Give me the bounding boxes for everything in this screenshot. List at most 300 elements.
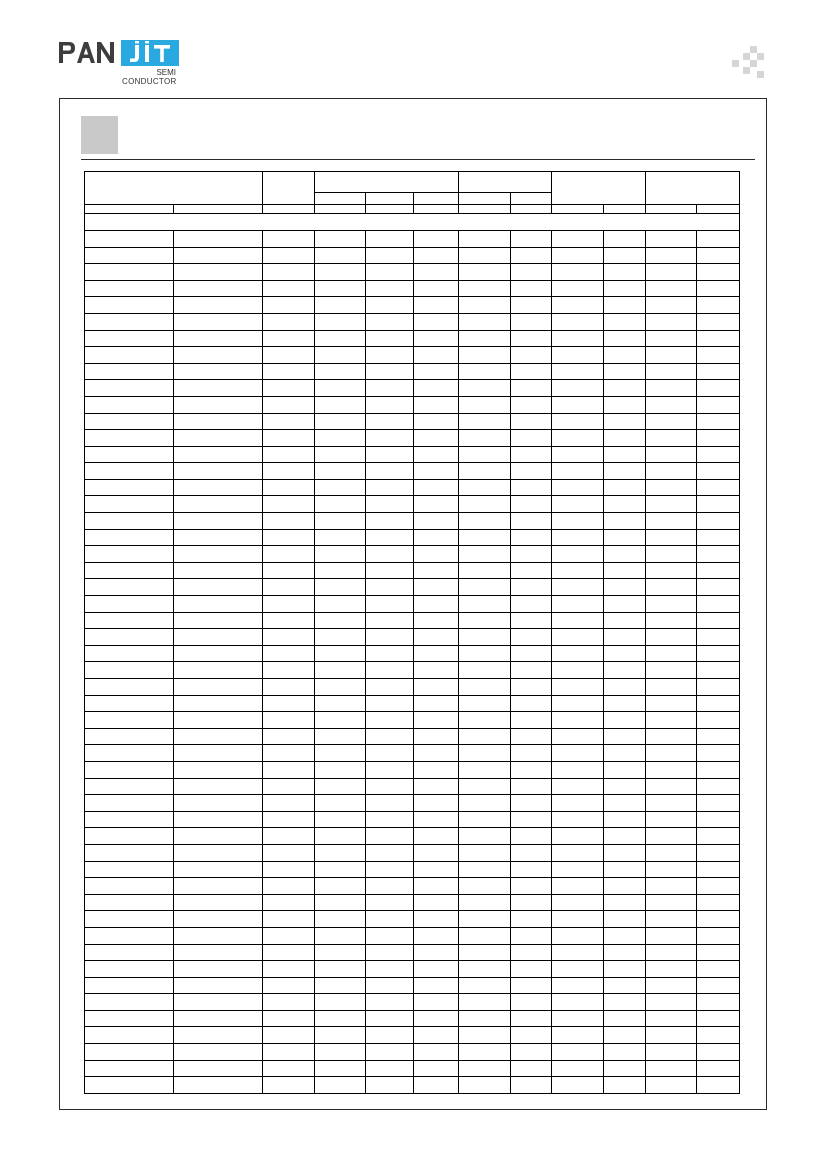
table-cell [85,977,174,994]
table-cell [511,811,552,828]
table-cell [315,878,366,895]
table-cell [174,679,263,696]
table-header-cell [414,205,459,214]
table-cell [174,1060,263,1077]
table-cell [552,463,604,480]
table-cell [697,828,740,845]
table-cell [604,695,646,712]
table-row [85,1077,740,1094]
table-cell [552,761,604,778]
table-cell [414,712,459,729]
table-cell [85,479,174,496]
table-cell [315,496,366,513]
table-row [85,645,740,662]
table-header-cell [646,172,740,205]
table-cell [604,496,646,513]
table-cell [174,529,263,546]
table-cell [552,562,604,579]
table-subheader-row [85,205,740,214]
table-cell [263,380,315,397]
table-header-cell [315,205,366,214]
table-cell [552,795,604,812]
table-cell [85,778,174,795]
table-cell [366,778,414,795]
table-cell [646,1027,697,1044]
table-cell [604,546,646,563]
table-cell [85,579,174,596]
table-cell [459,861,511,878]
table-header-cell [315,192,366,205]
table-cell [414,695,459,712]
table-cell [646,662,697,679]
table-cell [697,994,740,1011]
table-cell [552,662,604,679]
table-cell [414,413,459,430]
table-cell [646,695,697,712]
table-cell [459,811,511,828]
table-cell [646,579,697,596]
table-cell [511,927,552,944]
table-cell [604,994,646,1011]
table-cell [552,745,604,762]
table-cell [85,994,174,1011]
table-header-cell [263,205,315,214]
table-cell [174,513,263,530]
table-cell [697,513,740,530]
table-cell [315,728,366,745]
table-row [85,430,740,447]
table-cell [315,579,366,596]
table-cell [315,977,366,994]
table-cell [646,313,697,330]
table-cell [459,645,511,662]
table-row [85,994,740,1011]
table-cell [646,795,697,812]
table-cell [315,1010,366,1027]
table-cell [604,961,646,978]
table-cell [459,977,511,994]
table-row [85,529,740,546]
table-cell [604,430,646,447]
table-row [85,313,740,330]
table-cell [604,728,646,745]
table-cell [414,761,459,778]
table-cell [511,728,552,745]
table-cell [511,347,552,364]
table-cell [263,944,315,961]
table-cell [552,679,604,696]
table-cell [263,297,315,314]
table-cell [697,612,740,629]
table-row [85,629,740,646]
table-cell [697,297,740,314]
table-cell [511,529,552,546]
table-header-cell [459,172,552,193]
table-cell [174,280,263,297]
table-cell [604,977,646,994]
table-cell [315,413,366,430]
table-cell [511,596,552,613]
table-cell [366,396,414,413]
table-row [85,662,740,679]
table-cell [697,844,740,861]
table-row [85,811,740,828]
table-cell [85,546,174,563]
table-cell [552,546,604,563]
table-cell [366,645,414,662]
table-cell [552,347,604,364]
table-row [85,712,740,729]
table-cell [604,1077,646,1094]
table-cell [174,728,263,745]
table-header-cell [511,192,552,205]
table-cell [604,662,646,679]
table-cell [315,645,366,662]
table-cell [263,330,315,347]
table-cell [697,712,740,729]
table-cell [315,612,366,629]
table-cell [414,330,459,347]
table-cell [263,1077,315,1094]
table-cell [414,994,459,1011]
table-cell [263,529,315,546]
table-header-cell [459,205,511,214]
table-header-cell [646,205,697,214]
table-cell [174,496,263,513]
table-cell [85,529,174,546]
table-cell [459,264,511,281]
table-cell [366,596,414,613]
table-row [85,230,740,247]
table-cell [552,728,604,745]
table-cell [414,529,459,546]
table-header-cell [315,172,459,193]
table-cell [174,396,263,413]
table-cell [646,446,697,463]
table-cell [552,994,604,1011]
table-cell [174,1077,263,1094]
table-cell [174,944,263,961]
table-cell [366,463,414,480]
table-cell [646,612,697,629]
table-cell [414,977,459,994]
table-cell [85,363,174,380]
table-cell [366,1060,414,1077]
table-header-cell [414,192,459,205]
table-cell [263,629,315,646]
table-cell [315,430,366,447]
table-cell [85,230,174,247]
table-cell [263,612,315,629]
table-cell [697,629,740,646]
table-cell [174,844,263,861]
table-cell [85,347,174,364]
table-cell [174,961,263,978]
table-cell [552,712,604,729]
table-cell [552,479,604,496]
table-cell [552,861,604,878]
table-cell [366,546,414,563]
table-cell [552,330,604,347]
table-cell [552,247,604,264]
table-cell [414,479,459,496]
table-cell [315,363,366,380]
table-cell [552,778,604,795]
table-cell [646,977,697,994]
table-cell [85,861,174,878]
table-cell [366,380,414,397]
table-row [85,695,740,712]
table-cell [174,313,263,330]
table-cell [459,313,511,330]
table-cell [414,911,459,928]
table-row [85,280,740,297]
table-cell [459,513,511,530]
table-cell [697,645,740,662]
table-row [85,1060,740,1077]
table-cell [85,513,174,530]
table-cell [646,247,697,264]
table-cell [604,894,646,911]
table-cell [315,347,366,364]
table-cell [414,562,459,579]
table-cell [174,546,263,563]
table-cell [604,446,646,463]
table-cell [315,911,366,928]
table-cell [552,878,604,895]
table-cell [552,396,604,413]
table-cell [414,313,459,330]
table-row [85,297,740,314]
table-cell [459,844,511,861]
table-row [85,513,740,530]
table-cell [174,795,263,812]
table-cell [263,844,315,861]
table-cell [366,761,414,778]
table-cell [174,612,263,629]
table-cell [85,712,174,729]
table-cell [459,961,511,978]
table-cell [511,961,552,978]
table-cell [263,778,315,795]
table-cell [604,861,646,878]
table-cell [511,1060,552,1077]
table-cell [646,961,697,978]
table-cell [552,529,604,546]
table-cell [85,596,174,613]
table-cell [315,894,366,911]
table-cell [459,562,511,579]
table-cell [366,911,414,928]
table-cell [263,280,315,297]
table-row [85,479,740,496]
table-cell [366,529,414,546]
table-cell [174,1010,263,1027]
table-cell [459,280,511,297]
table-cell [174,695,263,712]
table-cell [646,1010,697,1027]
table-cell [414,944,459,961]
table-cell [646,363,697,380]
table-cell [646,562,697,579]
table-cell [414,1077,459,1094]
table-cell [174,230,263,247]
table-cell [366,513,414,530]
table-cell [366,844,414,861]
table-cell [414,861,459,878]
table-cell [511,679,552,696]
table-cell [697,313,740,330]
table-cell [315,247,366,264]
table-cell [604,380,646,397]
table-row [85,1010,740,1027]
table-row [85,878,740,895]
table-cell [174,894,263,911]
table-cell [263,679,315,696]
spec-table [84,171,740,1094]
table-cell [459,761,511,778]
table-cell [414,961,459,978]
table-cell [511,396,552,413]
table-cell [646,878,697,895]
table-cell [459,579,511,596]
table-cell [85,430,174,447]
table-cell [697,413,740,430]
table-cell [604,396,646,413]
table-cell [366,828,414,845]
table-cell [315,562,366,579]
table-cell [263,961,315,978]
table-cell [459,712,511,729]
table-cell [511,994,552,1011]
table-cell [646,927,697,944]
table-cell [511,695,552,712]
table-cell [646,761,697,778]
table-cell [263,413,315,430]
table-cell [697,695,740,712]
table-cell [459,546,511,563]
table-cell [459,994,511,1011]
table-cell [85,662,174,679]
table-cell [315,396,366,413]
table-cell [552,1044,604,1061]
table-cell [511,662,552,679]
table-cell [414,446,459,463]
table-cell [697,878,740,895]
table-cell [697,446,740,463]
table-cell [414,795,459,812]
table-cell [646,413,697,430]
table-cell [604,330,646,347]
table-cell [315,695,366,712]
table-cell [697,977,740,994]
table-cell [263,811,315,828]
table-cell [459,496,511,513]
table-cell [552,496,604,513]
table-cell [366,861,414,878]
table-cell [174,562,263,579]
table-cell [414,380,459,397]
table-header-cell [366,192,414,205]
table-cell [85,446,174,463]
table-cell [511,911,552,928]
table-cell [315,778,366,795]
table-cell [315,230,366,247]
header-divider [81,159,755,160]
table-cell [459,347,511,364]
table-cell [174,1027,263,1044]
table-cell [646,463,697,480]
table-section-row [85,214,740,231]
table-cell [646,844,697,861]
table-cell [552,944,604,961]
table-cell [459,380,511,397]
table-cell [315,662,366,679]
table-header-cell [263,172,315,205]
table-cell [263,662,315,679]
table-cell [174,878,263,895]
table-cell [697,529,740,546]
table-row [85,761,740,778]
table-cell [315,828,366,845]
table-cell [646,430,697,447]
table-cell [366,1077,414,1094]
table-cell [366,280,414,297]
table-row [85,745,740,762]
table-cell [315,330,366,347]
table-cell [174,927,263,944]
table-cell [697,778,740,795]
table-cell [366,264,414,281]
table-cell [697,496,740,513]
table-header-cell [552,172,646,205]
table-cell [315,745,366,762]
table-cell [511,430,552,447]
table-row [85,413,740,430]
table-cell [697,230,740,247]
table-cell [697,363,740,380]
table-cell [552,695,604,712]
table-row [85,778,740,795]
table-row [85,977,740,994]
table-cell [511,413,552,430]
table-cell [414,513,459,530]
table-cell [263,761,315,778]
table-cell [511,264,552,281]
table-row [85,363,740,380]
table-cell [604,280,646,297]
table-cell [511,546,552,563]
table-cell [552,1027,604,1044]
table-row [85,728,740,745]
table-cell [646,596,697,613]
table-cell [604,1060,646,1077]
table-cell [459,529,511,546]
table-cell [697,1077,740,1094]
table-cell [366,330,414,347]
table-cell [263,728,315,745]
table-cell [85,264,174,281]
table-cell [85,745,174,762]
table-cell [174,911,263,928]
table-cell [263,894,315,911]
table-cell [263,396,315,413]
table-cell [366,927,414,944]
table-cell [263,596,315,613]
table-cell [646,1044,697,1061]
table-cell [552,380,604,397]
table-cell [646,679,697,696]
